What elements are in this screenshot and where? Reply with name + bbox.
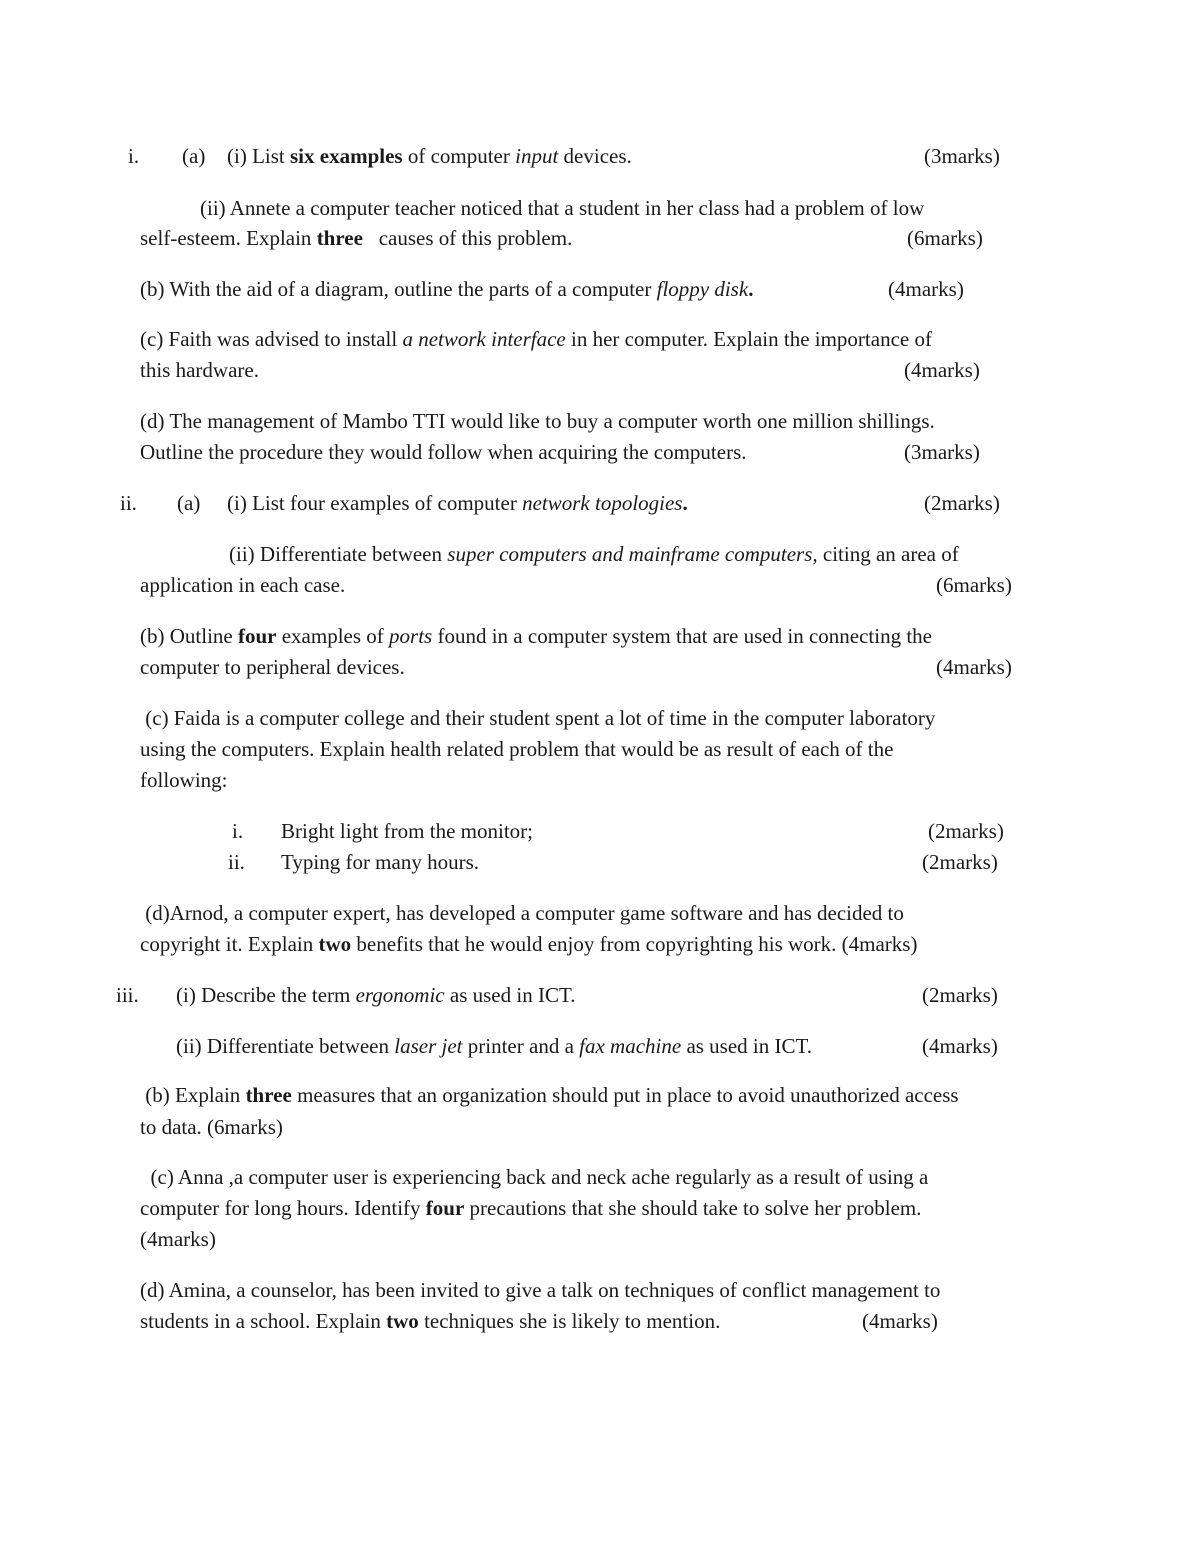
q1-a-ii-line1: (ii) Annete a computer teacher noticed that a student in her class had a problem of low bbox=[200, 196, 925, 220]
q3-b-line1: (b) Explain three measures that an organization should put in place to avoid unauthorized access bbox=[140, 1083, 959, 1107]
q2-a-ii-line1: (ii) Differentiate between super computers and mainframe computers, citing an area of bbox=[229, 542, 959, 566]
q2-c-item-1-marks: (2marks) bbox=[928, 819, 1004, 843]
q2-c-item-1-text: Bright light from the monitor; bbox=[281, 819, 533, 843]
q1-b-marks: (4marks) bbox=[888, 277, 964, 301]
question-2-numeral: ii. bbox=[120, 491, 137, 515]
q1-a-i-text: (i) List six examples of computer input devices. bbox=[227, 144, 632, 168]
q1-c-marks: (4marks) bbox=[904, 358, 980, 382]
q3-c-line3: (4marks) bbox=[140, 1227, 216, 1251]
q3-ii-marks: (4marks) bbox=[922, 1034, 998, 1058]
q2-b-line1: (b) Outline four examples of ports found in a computer system that are used in connecting the bbox=[140, 624, 932, 648]
q1-a-ii-line2: self-esteem. Explain three causes of this problem. bbox=[140, 226, 573, 250]
q2-b-line2: computer to peripheral devices. bbox=[140, 655, 405, 679]
q2-c-line3: following: bbox=[140, 768, 228, 792]
q2-c-item-2-marks: (2marks) bbox=[922, 850, 998, 874]
q2-d-line1: (d)Arnod, a computer expert, has developed a computer game software and has decided to bbox=[140, 901, 904, 925]
q2-c-item-2-num: ii. bbox=[228, 850, 245, 874]
q2-b-marks: (4marks) bbox=[936, 655, 1012, 679]
q2-a-i-text: (i) List four examples of computer network topologies. bbox=[227, 491, 688, 515]
q3-ii-text: (ii) Differentiate between laser jet printer and a fax machine as used in ICT. bbox=[176, 1034, 813, 1058]
q2-a-ii-marks: (6marks) bbox=[936, 573, 1012, 597]
q3-b-line2: to data. (6marks) bbox=[140, 1115, 283, 1139]
q1-b-text: (b) With the aid of a diagram, outline the parts of a computer floppy disk. bbox=[140, 277, 754, 301]
q1-c-line2: this hardware. bbox=[140, 358, 259, 382]
q2-a-i-marks: (2marks) bbox=[924, 491, 1000, 515]
q3-i-text: (i) Describe the term ergonomic as used in ICT. bbox=[176, 983, 576, 1007]
q1-d-marks: (3marks) bbox=[904, 440, 980, 464]
q1-part-a-label: (a) bbox=[182, 144, 206, 168]
q2-c-item-2-text: Typing for many hours. bbox=[281, 850, 480, 874]
q3-d-line1: (d) Amina, a counselor, has been invited to give a talk on techniques of conflict management to bbox=[140, 1278, 941, 1302]
q2-a-ii-line2: application in each case. bbox=[140, 573, 346, 597]
q3-c-line1: (c) Anna ,a computer user is experiencing back and neck ache regularly as a result of using a bbox=[140, 1165, 929, 1189]
question-3-numeral: iii. bbox=[116, 983, 139, 1007]
q2-c-line1: (c) Faida is a computer college and their student spent a lot of time in the computer laboratory bbox=[140, 706, 936, 730]
q3-d-marks: (4marks) bbox=[862, 1309, 938, 1333]
q1-c-line1: (c) Faith was advised to install a network interface in her computer. Explain the importance of bbox=[140, 327, 932, 351]
q1-a-i-marks: (3marks) bbox=[924, 144, 1000, 168]
q1-d-line1: (d) The management of Mambo TTI would like to buy a computer worth one million shillings. bbox=[140, 409, 935, 433]
q3-d-line2: students in a school. Explain two techniques she is likely to mention. bbox=[140, 1309, 721, 1333]
question-1-numeral: i. bbox=[128, 144, 140, 168]
q3-c-line2: computer for long hours. Identify four precautions that she should take to solve her problem. bbox=[140, 1196, 922, 1220]
q2-part-a-label: (a) bbox=[177, 491, 201, 515]
q1-a-ii-marks: (6marks) bbox=[907, 226, 983, 250]
q2-d-line2: copyright it. Explain two benefits that he would enjoy from copyrighting his work. (4marks) bbox=[140, 932, 918, 956]
q2-c-item-1-num: i. bbox=[232, 819, 244, 843]
q3-i-marks: (2marks) bbox=[922, 983, 998, 1007]
q1-d-line2: Outline the procedure they would follow when acquiring the computers. bbox=[140, 440, 747, 464]
q2-c-line2: using the computers. Explain health related problem that would be as result of each of the bbox=[140, 737, 894, 761]
